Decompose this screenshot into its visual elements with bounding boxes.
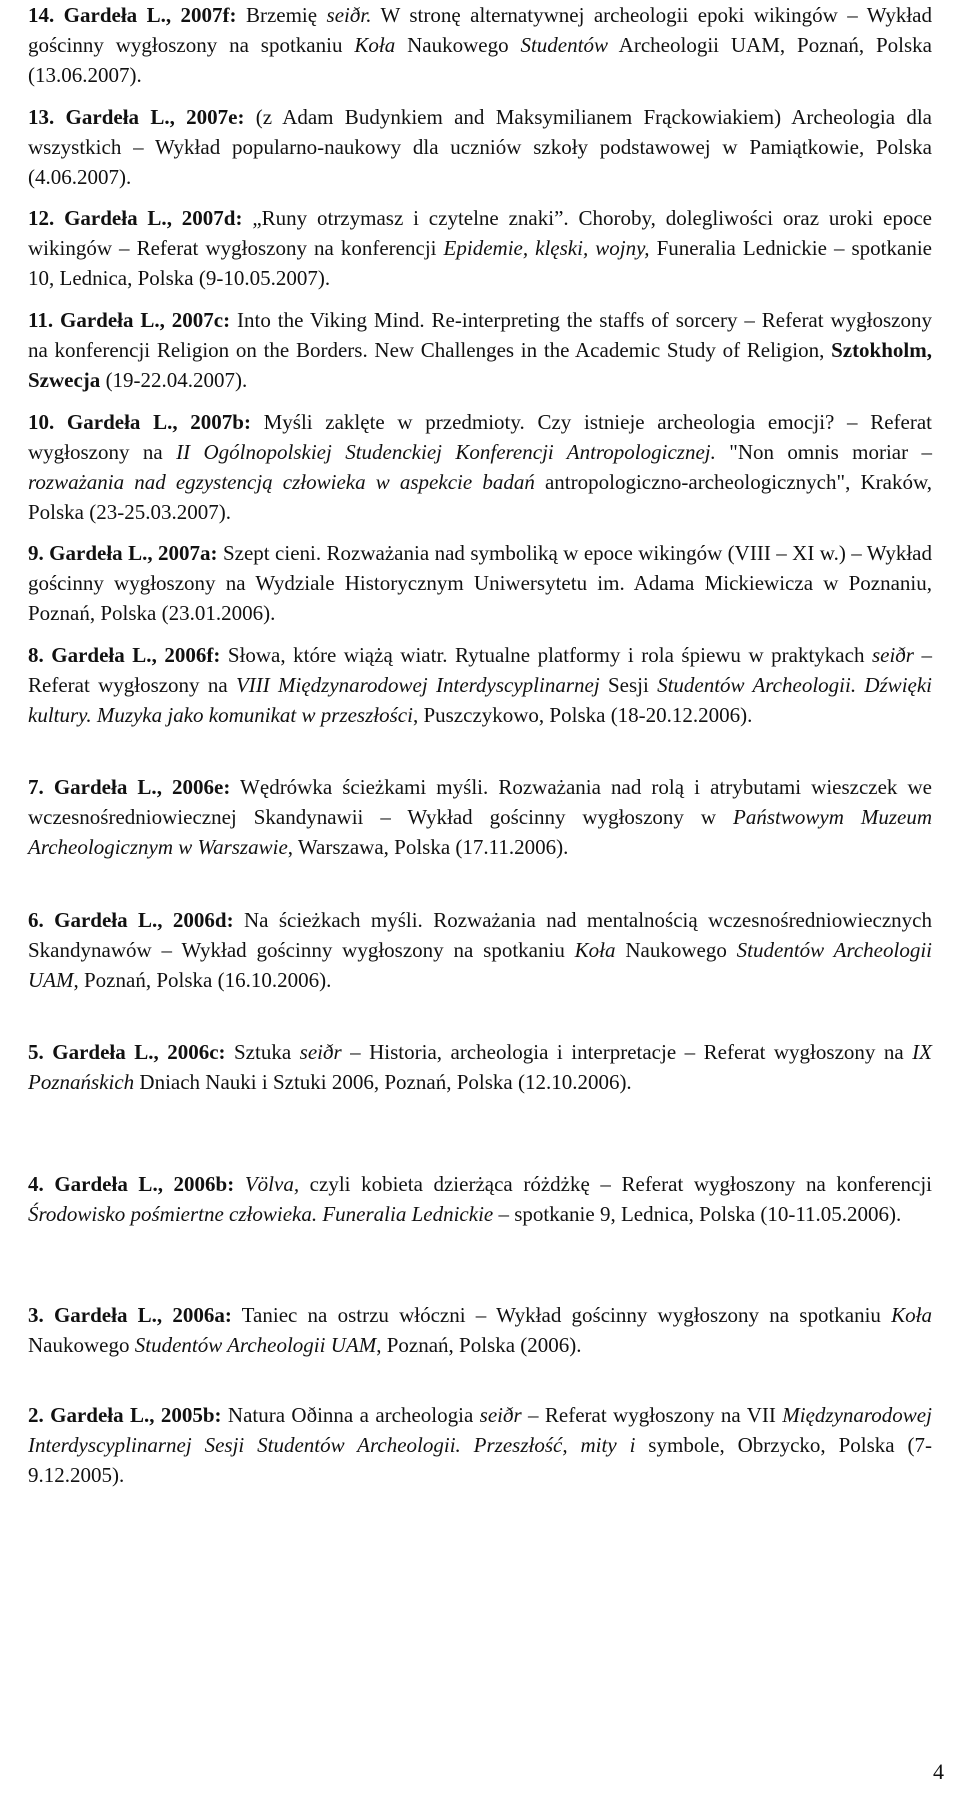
entry-text-segment: Sztokholm, Szwecja bbox=[28, 338, 932, 392]
entry-text-segment: , 2007f: bbox=[165, 3, 237, 27]
entry-text-segment: Epidemie, klęski, wojny, bbox=[443, 236, 650, 260]
entry-text-segment: Słowa, które wiążą wiatr. Rytualne platformy i rola śpiewu w praktykach bbox=[220, 643, 872, 667]
entry-12 bbox=[28, 203, 932, 293]
entry-text-segment: 3. Gardeła L. bbox=[28, 1303, 157, 1327]
entry-text-segment: Brzemię bbox=[236, 3, 327, 27]
entry-text-segment: , 2005b: bbox=[149, 1403, 222, 1427]
entry-text-segment: (19-22.04.2007). bbox=[100, 368, 248, 392]
entry-5 bbox=[28, 1037, 932, 1097]
entry-text-segment: Myśli zaklęte w przedmioty. Czy istnieje archeologia emocji? – Referat wygłoszony na bbox=[28, 410, 932, 464]
entry-text-segment: 10. Gardeła L. bbox=[28, 410, 173, 434]
entry-text-segment: symbole, Obrzycko, Polska (7-9.12.2005). bbox=[28, 1433, 932, 1487]
entry-text-segment: „Runy otrzymasz i czytelne znaki”. Choroby, dolegliwości oraz uroki epoce wikingów – Referat wygłoszony na konferencji bbox=[28, 206, 932, 260]
entry-text-segment: , 2006a: bbox=[156, 1303, 232, 1327]
entry-text-segment: 5. Gardeła L. bbox=[28, 1040, 154, 1064]
entry-text-segment: Koła bbox=[574, 938, 616, 962]
entry-text-segment: "Non omnis moriar – bbox=[715, 440, 932, 464]
entry-text-segment: Taniec na ostrzu włóczni – Wykład gościnny wygłoszony na spotkaniu bbox=[231, 1303, 892, 1327]
entry-text-segment: Wędrówka ścieżkami myśli. Rozważania nad rolą i atrybutami wieszczek we wczesnośredniowiecznej Skandynawii – Wykład gościnny wygłoszony w bbox=[28, 775, 932, 829]
entry-text-segment: czyli kobieta dzierżąca różdżkę – Referat wygłoszony na konferencji bbox=[299, 1172, 933, 1196]
entry-text-segment: seiðr bbox=[871, 643, 914, 667]
entry-text-segment: , Poznań, Polska (2006). bbox=[376, 1333, 582, 1357]
entry-text-segment: W stronę alternatywnej archeologii epoki wikingów – Wykład gościnny wygłoszony na spotkaniu bbox=[28, 3, 932, 57]
entry-text-segment: Studentów bbox=[520, 33, 608, 57]
entry-text-segment: – Referat wygłoszony na bbox=[28, 643, 932, 697]
entry-text-segment: – Referat wygłoszony na VII bbox=[521, 1403, 783, 1427]
entry-text-segment: Środowisko pośmiertne człowieka. Funeralia Lednickie bbox=[28, 1202, 494, 1226]
entry-text-segment: Sztuka bbox=[225, 1040, 300, 1064]
entry-9 bbox=[28, 538, 932, 628]
entry-11 bbox=[28, 305, 932, 395]
entry-text-segment: – spotkanie 9, Lednica, Polska (10-11.05.2006). bbox=[493, 1202, 902, 1226]
entry-text-segment: Naukowego bbox=[395, 33, 521, 57]
entry-text-segment: 11. Gardeła L. bbox=[28, 308, 160, 332]
entry-text-segment: Naukowego bbox=[28, 1333, 135, 1357]
entry-text-segment: , 2007d: bbox=[166, 206, 243, 230]
entry-text-segment: , 2006b: bbox=[157, 1172, 235, 1196]
entry-text-segment: Studentów Archeologii UAM bbox=[28, 938, 932, 992]
entry-text-segment: 4. Gardeła L. bbox=[28, 1172, 158, 1196]
entry-4 bbox=[28, 1169, 932, 1229]
entry-text-segment: , Warszawa, Polska (17.11.2006). bbox=[287, 835, 569, 859]
entry-text-segment: 8. Gardeła L. bbox=[28, 643, 152, 667]
entry-text-segment: Studentów Archeologii. Dźwięki kultury. Muzyka jako komunikat w przeszłości bbox=[28, 673, 932, 727]
entry-text-segment: Archeologii UAM, Poznań, Polska (13.06.2007). bbox=[28, 33, 932, 87]
entry-text-segment: IX Poznańskich bbox=[28, 1040, 932, 1094]
entry-2 bbox=[28, 1400, 932, 1490]
entry-text-segment: seiðr. bbox=[326, 3, 372, 27]
entry-text-segment: Studentów Archeologii UAM bbox=[134, 1333, 377, 1357]
entry-text-segment: Szept cieni. Rozważania nad symboliką w epoce wikingów (VIII – XI w.) – Wykład gościnny wygłoszony na Wydziale Historycznym Uniwersytetu im. Adama Mickiewicza w Poznaniu, Poznań, Polska (23.01.2006). bbox=[28, 541, 933, 625]
entry-text-segment: 12. Gardeła L. bbox=[28, 206, 167, 230]
entry-text-segment: (z Adam Budynkiem and Maksymilianem Frąckowiakiem) Archeologia dla wszystkich – Wykład popularno-naukowy dla uczniów szkoły podstawowej w Pamiątkowie, Polska (4.06.2007). bbox=[28, 105, 932, 189]
entry-7 bbox=[28, 772, 932, 862]
entry-3 bbox=[28, 1300, 932, 1360]
entry-text-segment: Funeralia Lednickie – spotkanie 10, Lednica, Polska (9-10.05.2007). bbox=[28, 236, 932, 290]
entry-text-segment: Natura Oðinna a archeologia bbox=[221, 1403, 480, 1427]
entry-text-segment: , Poznań, Polska (16.10.2006). bbox=[73, 968, 332, 992]
entry-text-segment: Naukowego bbox=[615, 938, 737, 962]
entry-text-segment: rozważania nad egzystencją człowieka w aspekcie badań bbox=[28, 470, 535, 494]
entry-text-segment: 9. Gardeła L. bbox=[28, 541, 148, 565]
entry-text-segment: Into the Viking Mind. Re-interpreting the staffs of sorcery – Referat wygłoszony na konferencji Religion on the Borders. New Challenges in the Academic Study of Religion, bbox=[28, 308, 932, 362]
entry-text-segment: 7. Gardeła L. bbox=[28, 775, 157, 799]
entry-13 bbox=[28, 102, 932, 192]
entry-text-segment: 14. Gardeła L. bbox=[28, 3, 166, 27]
entry-text-segment: , 2007a: bbox=[147, 541, 218, 565]
entry-8 bbox=[28, 640, 932, 730]
entry-6 bbox=[28, 905, 932, 995]
entry-text-segment: seiðr bbox=[479, 1403, 522, 1427]
entry-text-segment bbox=[234, 1172, 245, 1196]
entry-text-segment: Sesji bbox=[599, 673, 658, 697]
entry-text-segment: , 2007b: bbox=[172, 410, 251, 434]
entry-text-segment: seiðr bbox=[299, 1040, 342, 1064]
entry-text-segment: 2. Gardeła L. bbox=[28, 1403, 150, 1427]
entry-text-segment: 13. Gardeła L. bbox=[28, 105, 170, 129]
entry-text-segment: Völva, bbox=[244, 1172, 300, 1196]
entry-text-segment: Koła bbox=[354, 33, 396, 57]
entry-text-segment: , 2006e: bbox=[156, 775, 231, 799]
entry-text-segment: Koła bbox=[891, 1303, 932, 1327]
entry-text-segment: Dniach Nauki i Sztuki 2006, Poznań, Polska (12.10.2006). bbox=[134, 1070, 632, 1094]
entry-text-segment: Na ścieżkach myśli. Rozważania nad mentalnością wczesnośredniowiecznych Skandynawów – Wykład gościnny wygłoszony na spotkaniu bbox=[28, 908, 932, 962]
entry-text-segment: – Historia, archeologia i interpretacje – Referat wygłoszony na bbox=[341, 1040, 913, 1064]
page-number: 4 bbox=[933, 1759, 944, 1784]
entry-text-segment: Międzynarodowej Interdyscyplinarnej Sesji Studentów Archeologii. Przeszłość, mity i bbox=[28, 1403, 932, 1457]
entry-text-segment: antropologiczno-archeologicznych", Kraków, Polska (23-25.03.2007). bbox=[28, 470, 932, 524]
entry-text-segment: II Ogólnopolskiej Studenckiej Konferencji Antropologicznej. bbox=[176, 440, 716, 464]
entry-text-segment: VIII Międzynarodowej Interdyscyplinarnej bbox=[235, 673, 600, 697]
entry-text-segment: 6. Gardeła L. bbox=[28, 908, 158, 932]
entry-10 bbox=[28, 407, 932, 527]
entry-14 bbox=[28, 0, 932, 90]
entry-text-segment: , 2006d: bbox=[157, 908, 234, 932]
entry-text-segment: , 2006f: bbox=[151, 643, 221, 667]
entry-text-segment: Państwowym Muzeum Archeologicznym w Warszawie bbox=[28, 805, 932, 859]
entry-text-segment: , 2006c: bbox=[153, 1040, 226, 1064]
entry-text-segment: , 2007c: bbox=[159, 308, 231, 332]
entry-text-segment: , 2007e: bbox=[169, 105, 245, 129]
entry-text-segment: , Puszczykowo, Polska (18-20.12.2006). bbox=[412, 703, 753, 727]
